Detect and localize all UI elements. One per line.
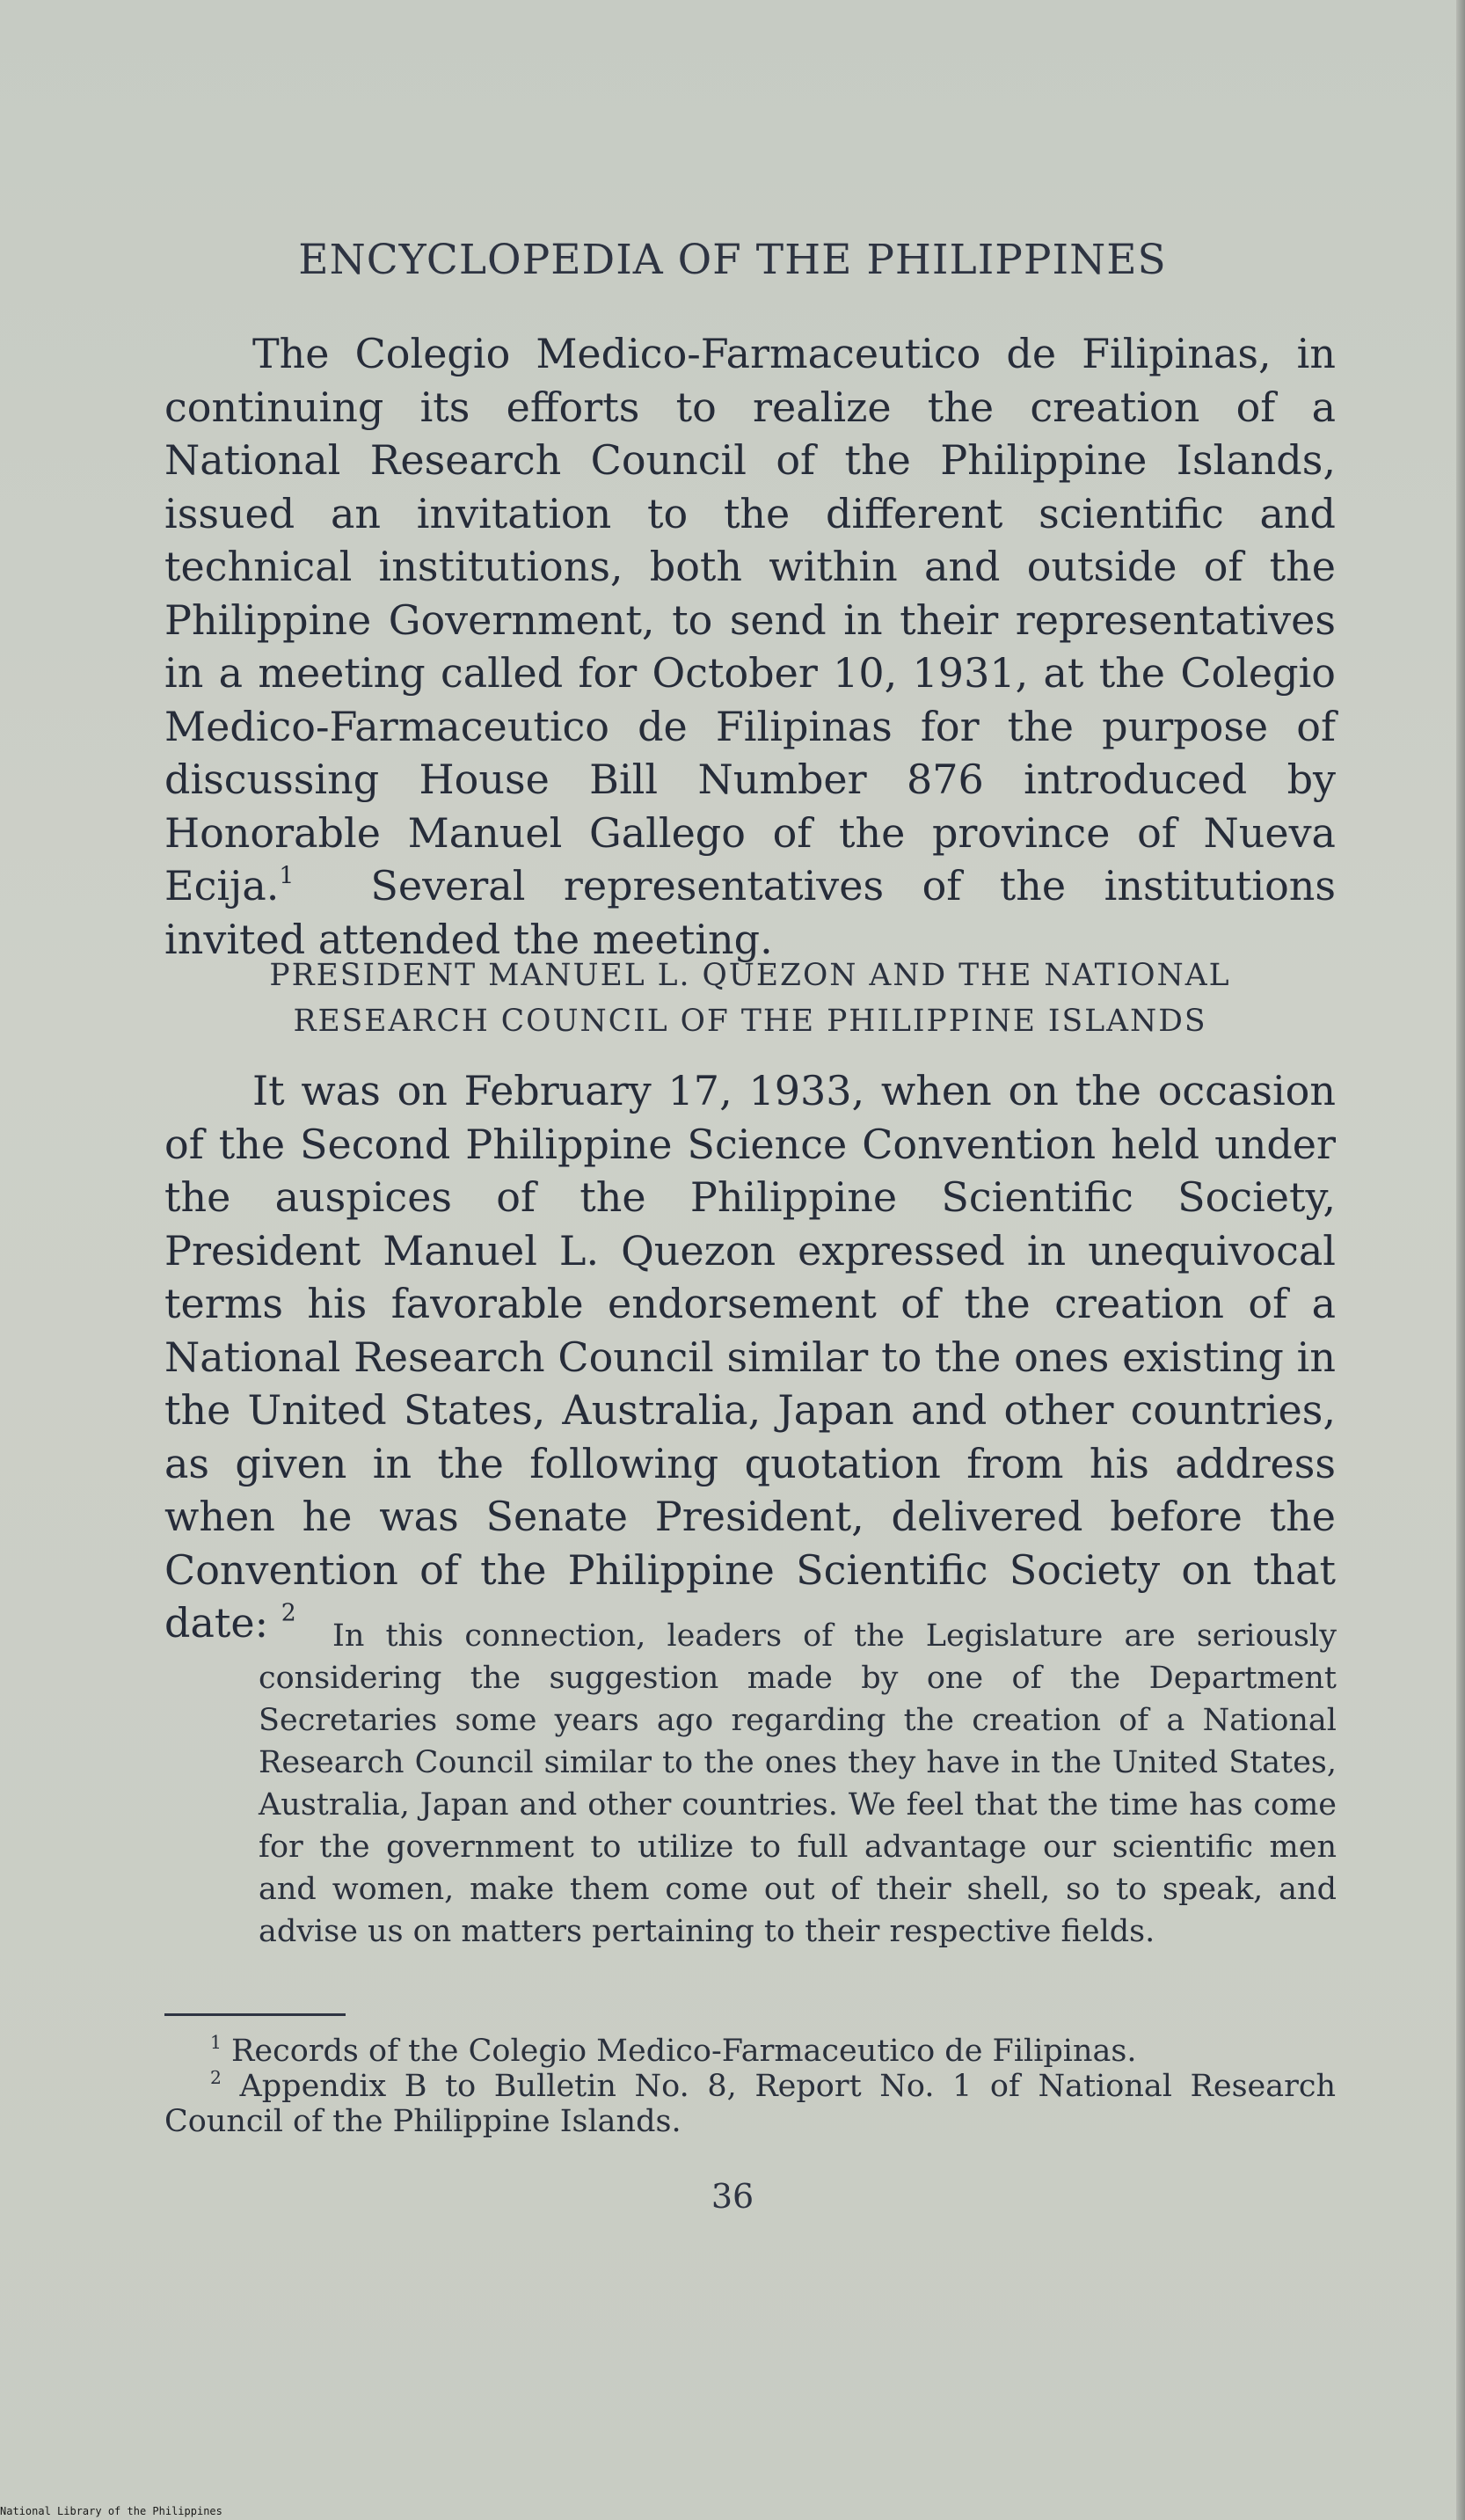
footnote-ref-2[interactable]: 2 (281, 1599, 296, 1627)
footnote-2 (164, 2066, 1336, 2139)
paragraph-1-text-continued: Several representatives of the institutions invited attended the meeting. (164, 862, 1336, 963)
footnote-divider (164, 2013, 346, 2016)
footnote-ref-1[interactable]: 1 (279, 862, 295, 890)
paragraph-text (164, 1064, 1336, 1650)
section-heading (164, 953, 1336, 1044)
body-paragraph-1 (164, 327, 1336, 966)
paragraph-text (164, 327, 1336, 966)
paragraph-1-text: The Colegio Medico-Farmaceutico de Filipinas, in continuing its efforts to realize the creation of a National Research Council of the Philippine Islands, issued an invitation to the different scientific and technical institutions, both within and outside of the Philippine Government, to send in their representatives in a meeting called for October 10, 1931, at the Colegio Medico-Farmaceutico de Filipinas for the purpose of discussing House Bill Number 876 introduced by Honorable Manuel Gallego of the province of Nueva Ecija. (164, 330, 1336, 909)
block-quotation (259, 1615, 1337, 1953)
footnote-mark-1: 1 (210, 2031, 222, 2053)
footnote-1 (164, 2031, 1336, 2069)
footnote-2-text: Appendix B to Bulletin No. 8, Report No. 1 of National Research Council of the Philippine Islands. (164, 2069, 1336, 2139)
section-heading-line-2: RESEARCH COUNCIL OF THE PHILIPPINE ISLANDS (293, 1004, 1207, 1039)
body-paragraph-2 (164, 1064, 1336, 1650)
footnote-1-text: Records of the Colegio Medico-Farmaceutico de Filipinas. (231, 2034, 1137, 2069)
footnote-mark-2: 2 (210, 2066, 222, 2088)
quotation-text: In this connection, leaders of the Legislature are seriously considering the suggestion made by one of the Department Secretaries some years ago regarding the creation of a National Research Council similar to the ones they have in the United States, Australia, Japan and other countries. We feel that the time has come for the government to utilize to full advantage our scientific men and women, make them come out of their shell, so to speak, and advise us on matters pertaining to their respective fields. (259, 1618, 1337, 1949)
section-heading-line-1: PRESIDENT MANUEL L. QUEZON AND THE NATIONAL (269, 958, 1231, 993)
library-credit: National Library of the Philippines (0, 2505, 222, 2517)
footnotes (164, 2031, 1336, 2139)
page-edge-shadow (1456, 0, 1465, 2520)
paragraph-2-text: It was on February 17, 1933, when on the occasion of the Second Philippine Science Convention held under the auspices of the Philippine Scientific Society, President Manuel L. Quezon expressed in unequivocal terms his favorable endorsement of the creation of a National Research Council similar to the ones existing in the United States, Australia, Japan and other countries, as given in the following quotation from his address when he was Senate President, delivered before the Convention of the Philippine Scientific Society on that date: (164, 1067, 1336, 1647)
page-number: 36 (711, 2177, 754, 2216)
running-header: ENCYCLOPEDIA OF THE PHILIPPINES (298, 236, 1167, 284)
